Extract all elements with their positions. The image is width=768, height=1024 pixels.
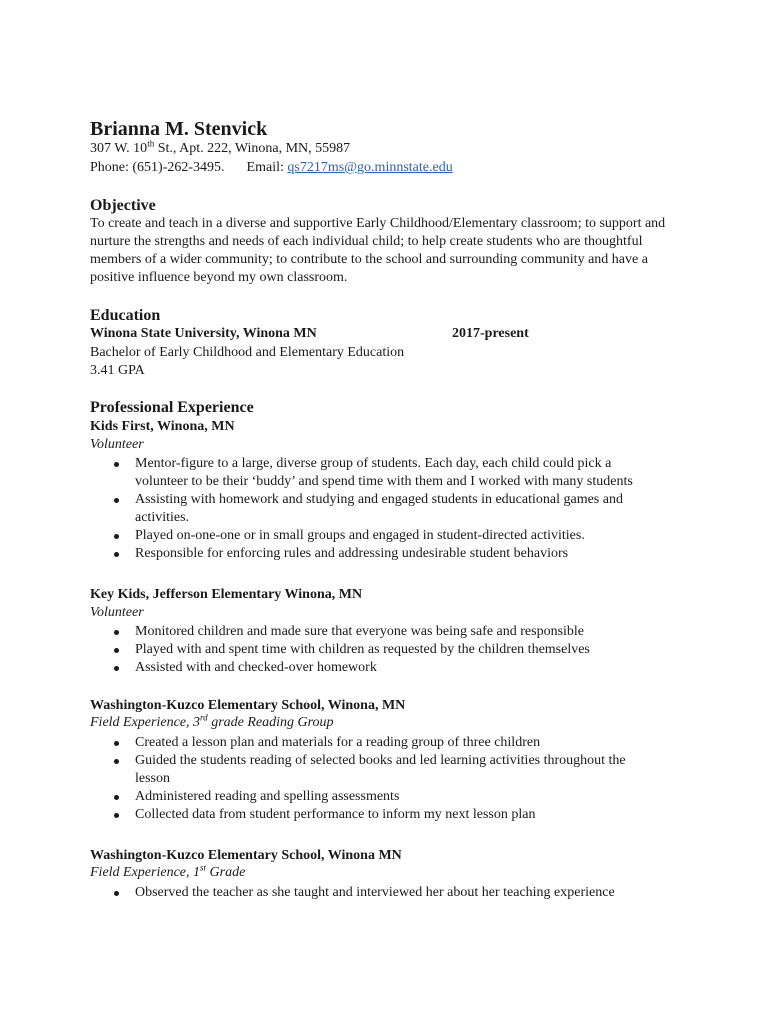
phone-number: Phone: (651)-262-3495. — [90, 160, 225, 175]
bullet-icon — [114, 891, 119, 896]
bullet-text: Responsible for enforcing rules and addressing undesirable student behaviors — [135, 546, 569, 561]
education-school-row — [90, 325, 650, 343]
degree: Bachelor of Early Childhood and Elementary Education — [90, 345, 405, 360]
email-label: Email: — [246, 160, 284, 175]
bullet-text: Guided the students reading of selected books and led learning activities throughout the lesson — [135, 753, 626, 786]
bullet-item — [90, 545, 650, 563]
job-role — [90, 864, 245, 882]
bullet-icon — [114, 741, 119, 746]
bullet-item — [90, 455, 650, 491]
experience-heading: Professional Experience — [90, 399, 254, 416]
role-superscript: st — [200, 862, 207, 873]
address-part: St., Apt. 222, Winona, MN, 55987 — [154, 141, 351, 156]
bullet-icon — [114, 795, 119, 800]
bullet-text: Created a lesson plan and materials for a reading group of three children — [135, 735, 541, 750]
bullet-item — [90, 641, 650, 659]
applicant-name: Brianna M. Stenvick — [90, 118, 268, 140]
bullet-item — [90, 623, 650, 641]
job-bullets — [90, 455, 650, 563]
role-part: Field Experience, 3 — [90, 715, 201, 730]
bullet-item — [90, 734, 650, 752]
education-heading: Education — [90, 307, 161, 324]
job-organization: Washington-Kuzco Elementary School, Winona MN — [90, 848, 402, 863]
bullet-text: Observed the teacher as she taught and interviewed her about her teaching experience — [135, 885, 615, 900]
role-superscript: rd — [200, 712, 208, 723]
bullet-icon — [114, 534, 119, 539]
bullet-text: Played on-one-one or in small groups and engaged in student-directed activities. — [135, 528, 585, 543]
bullet-icon — [114, 630, 119, 635]
email-link[interactable]: qs7217ms@go.minnstate.edu — [287, 160, 453, 175]
job-organization: Kids First, Winona, MN — [90, 419, 235, 434]
bullet-text: Administered reading and spelling assessments — [135, 789, 400, 804]
address-part: 307 W. 10 — [90, 141, 148, 156]
school-name: Winona State University, Winona MN — [90, 326, 317, 341]
bullet-icon — [114, 666, 119, 671]
address-superscript: th — [147, 138, 155, 149]
bullet-icon — [114, 759, 119, 764]
gpa: 3.41 GPA — [90, 363, 145, 378]
objective-text: To create and teach in a diverse and supportive Early Childhood/Elementary classroom; to support and nurture the strengths and needs of each individual child; to help create students who are thoughtful members of a wider community; to contribute to the school and surrounding community and have a positive influence beyond my own classroom. — [90, 216, 666, 285]
job-role: Volunteer — [90, 605, 144, 620]
bullet-item — [90, 491, 650, 527]
job-role: Volunteer — [90, 437, 144, 452]
bullet-item — [90, 752, 650, 788]
bullet-item — [90, 527, 650, 545]
job-organization: Washington-Kuzco Elementary School, Winona, MN — [90, 698, 406, 713]
role-part: Field Experience, 1 — [90, 865, 201, 880]
bullet-icon — [114, 813, 119, 818]
bullet-text: Mentor-figure to a large, diverse group of students. Each day, each child could pick a volunteer to be their ‘buddy’ and spend time with them and I worked with many students — [135, 456, 633, 489]
job-bullets — [90, 884, 650, 902]
bullet-text: Assisted with and checked-over homework — [135, 660, 377, 675]
bullet-icon — [114, 462, 119, 467]
role-part: Grade — [206, 865, 246, 880]
job-bullets — [90, 734, 650, 824]
bullet-item — [90, 659, 650, 677]
bullet-text: Monitored children and made sure that everyone was being safe and responsible — [135, 624, 585, 639]
objective-heading: Objective — [90, 197, 156, 214]
bullet-icon — [114, 498, 119, 503]
bullet-text: Collected data from student performance to inform my next lesson plan — [135, 807, 536, 822]
job-bullets — [90, 623, 650, 677]
bullet-item — [90, 788, 650, 806]
contact-line — [90, 159, 453, 177]
address-line — [90, 140, 350, 158]
role-part: grade Reading Group — [207, 715, 334, 730]
education-dates: 2017-present — [452, 326, 529, 341]
job-role — [90, 714, 334, 732]
bullet-text: Assisting with homework and studying and engaged students in educational games and activities. — [135, 492, 623, 525]
bullet-item — [90, 806, 650, 824]
bullet-icon — [114, 552, 119, 557]
bullet-item — [90, 884, 650, 902]
bullet-text: Played with and spent time with children as requested by the children themselves — [135, 642, 590, 657]
job-organization: Key Kids, Jefferson Elementary Winona, MN — [90, 587, 363, 602]
bullet-icon — [114, 648, 119, 653]
